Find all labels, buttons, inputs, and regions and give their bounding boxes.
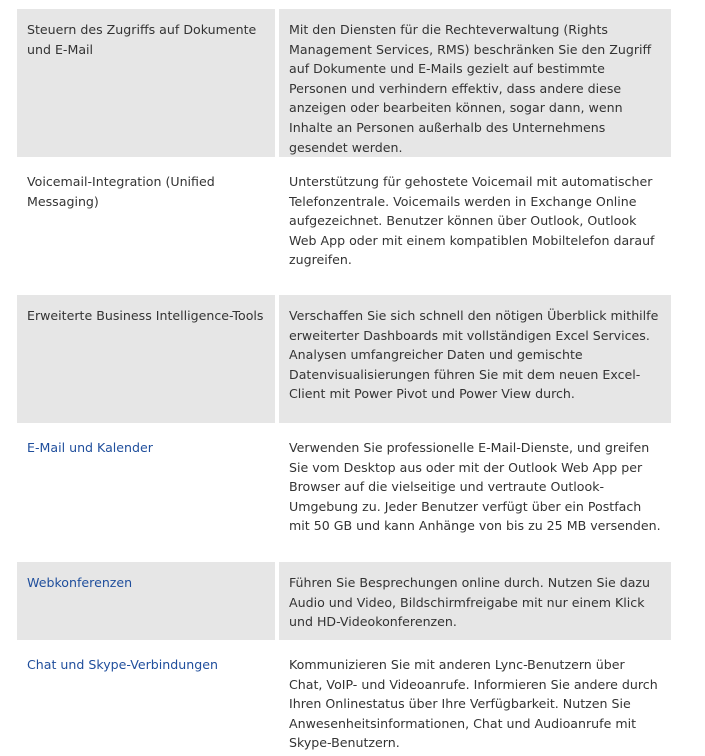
table-row	[17, 9, 671, 157]
feature-name: Voicemail-Integration (Unified Messaging)	[27, 174, 215, 209]
feature-name-cell	[17, 161, 275, 292]
feature-link-email-calendar[interactable]: E-Mail und Kalender	[27, 440, 153, 455]
feature-name-cell	[17, 295, 275, 423]
feature-name: Erweiterte Business Intelligence-Tools	[27, 308, 264, 323]
feature-description-cell	[279, 295, 671, 423]
feature-name-cell	[17, 562, 275, 640]
feature-description: Verwenden Sie professionelle E-Mail-Dienste, und greifen Sie vom Desktop aus oder mit der Outlook Web App per Browser auf die vielseitige und vertraute Outlook-Umgebung zu. Jeder Benutzer verfügt über ein Postfach mit 50 GB und kann Anhänge von bis zu 25 MB versenden.	[289, 440, 661, 534]
feature-description-cell	[279, 9, 671, 157]
feature-name-cell	[17, 644, 275, 756]
feature-description-cell	[279, 427, 671, 559]
feature-description-cell	[279, 644, 671, 756]
feature-description: Kommunizieren Sie mit anderen Lync-Benutzern über Chat, VoIP- und Videoanrufe. Informieren Sie andere durch Ihren Onlinestatus über Ihre Verfügbarkeit. Nutzen Sie Anwesenheitsinformationen, Chat und Audioanrufe mit Skype-Benutzern.	[289, 657, 658, 751]
table-row	[17, 644, 671, 756]
table-row	[17, 427, 671, 559]
feature-description: Führen Sie Besprechungen online durch. Nutzen Sie dazu Audio und Video, Bildschirmfreigabe mit nur einem Klick und HD-Videokonferenzen.	[289, 575, 651, 630]
feature-link-web-conferences[interactable]: Webkonferenzen	[27, 575, 133, 590]
feature-description: Unterstützung für gehostete Voicemail mit automatischer Telefonzentrale. Voicemails werden in Exchange Online aufgezeichnet. Benutzer können über Outlook, Outlook Web App oder mit einem kompatiblen Mobiltelefon darauf zugreifen.	[289, 174, 655, 268]
feature-name: Steuern des Zugriffs auf Dokumente und E-Mail	[27, 22, 257, 57]
feature-link-chat-skype[interactable]: Chat und Skype-Verbindungen	[27, 657, 218, 672]
feature-description-cell	[279, 562, 671, 640]
feature-description-cell	[279, 161, 671, 292]
feature-table	[17, 9, 671, 756]
table-row	[17, 562, 671, 640]
table-row	[17, 161, 671, 292]
feature-description: Mit den Diensten für die Rechteverwaltung (Rights Management Services, RMS) beschränken Sie den Zugriff auf Dokumente und E-Mails gezielt auf bestimmte Personen und verhindern effektiv, dass andere diese anzeigen oder bearbeiten können, sogar dann, wenn Inhalte an Personen außerhalb des Unternehmens gesendet werden.	[289, 22, 652, 155]
feature-name-cell	[17, 427, 275, 559]
feature-description: Verschaffen Sie sich schnell den nötigen Überblick mithilfe erweiterter Dashboards mit vollständigen Excel Services. Analysen umfangreicher Daten und gemischte Datenvisualisierungen führen Sie mit dem neuen Excel-Client mit Power Pivot und Power View durch.	[289, 308, 659, 402]
table-row	[17, 295, 671, 423]
feature-name-cell	[17, 9, 275, 157]
